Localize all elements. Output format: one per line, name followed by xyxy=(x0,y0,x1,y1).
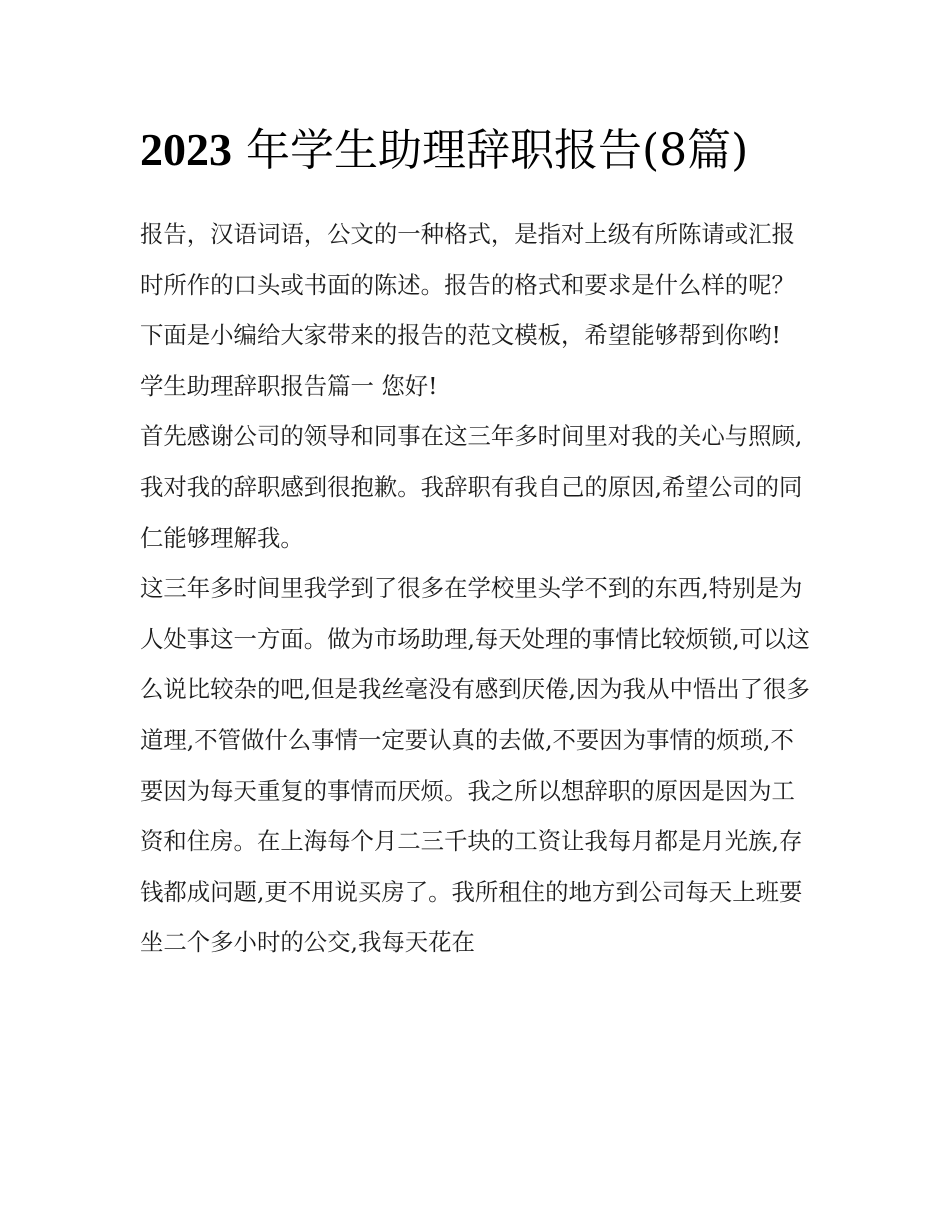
document-body xyxy=(140,209,815,968)
document-title xyxy=(140,112,815,189)
intro-paragraph: 报告，汉语词语，公文的一种格式，是指对上级有所陈请或汇报时所作的口头或书面的陈述。报告的格式和要求是什么样的呢？下面是小编给大家带来的报告的范文模板，希望能够帮到你哟! xyxy=(140,220,795,350)
title-text: 年学生助理辞职报告(8篇) xyxy=(246,125,749,176)
title-year: 2023 xyxy=(140,124,232,175)
document-page xyxy=(140,112,815,968)
body-paragraph: 首先感谢公司的领导和同事在这三年多时间里对我的关心与照顾,我对我的辞职感到很抱歉。我辞职有我自己的原因,希望公司的同仁能够理解我。 xyxy=(140,422,803,552)
body-paragraph: 这三年多时间里我学到了很多在学校里头学不到的东西,特别是为人处事这一方面。做为市场助理,每天处理的事情比较烦锁,可以这么说比较杂的吧,但是我丝毫没有感到厌倦,因为我从中悟出了很多道理,不管做什么事情一定要认真的去做,不要因为事情的烦琐,不要因为每天重复的事情而厌烦。我之所以想辞职的原因是因为工资和住房。在上海每个月二三千块的工资让我每月都是月光族,存钱都成问题,更不用说买房了。我所租住的地方到公司每天上班要坐二个多小时的公交,我每天花在 xyxy=(140,574,810,957)
section-heading-1: 学生助理辞职报告篇一 您好! xyxy=(140,371,438,400)
